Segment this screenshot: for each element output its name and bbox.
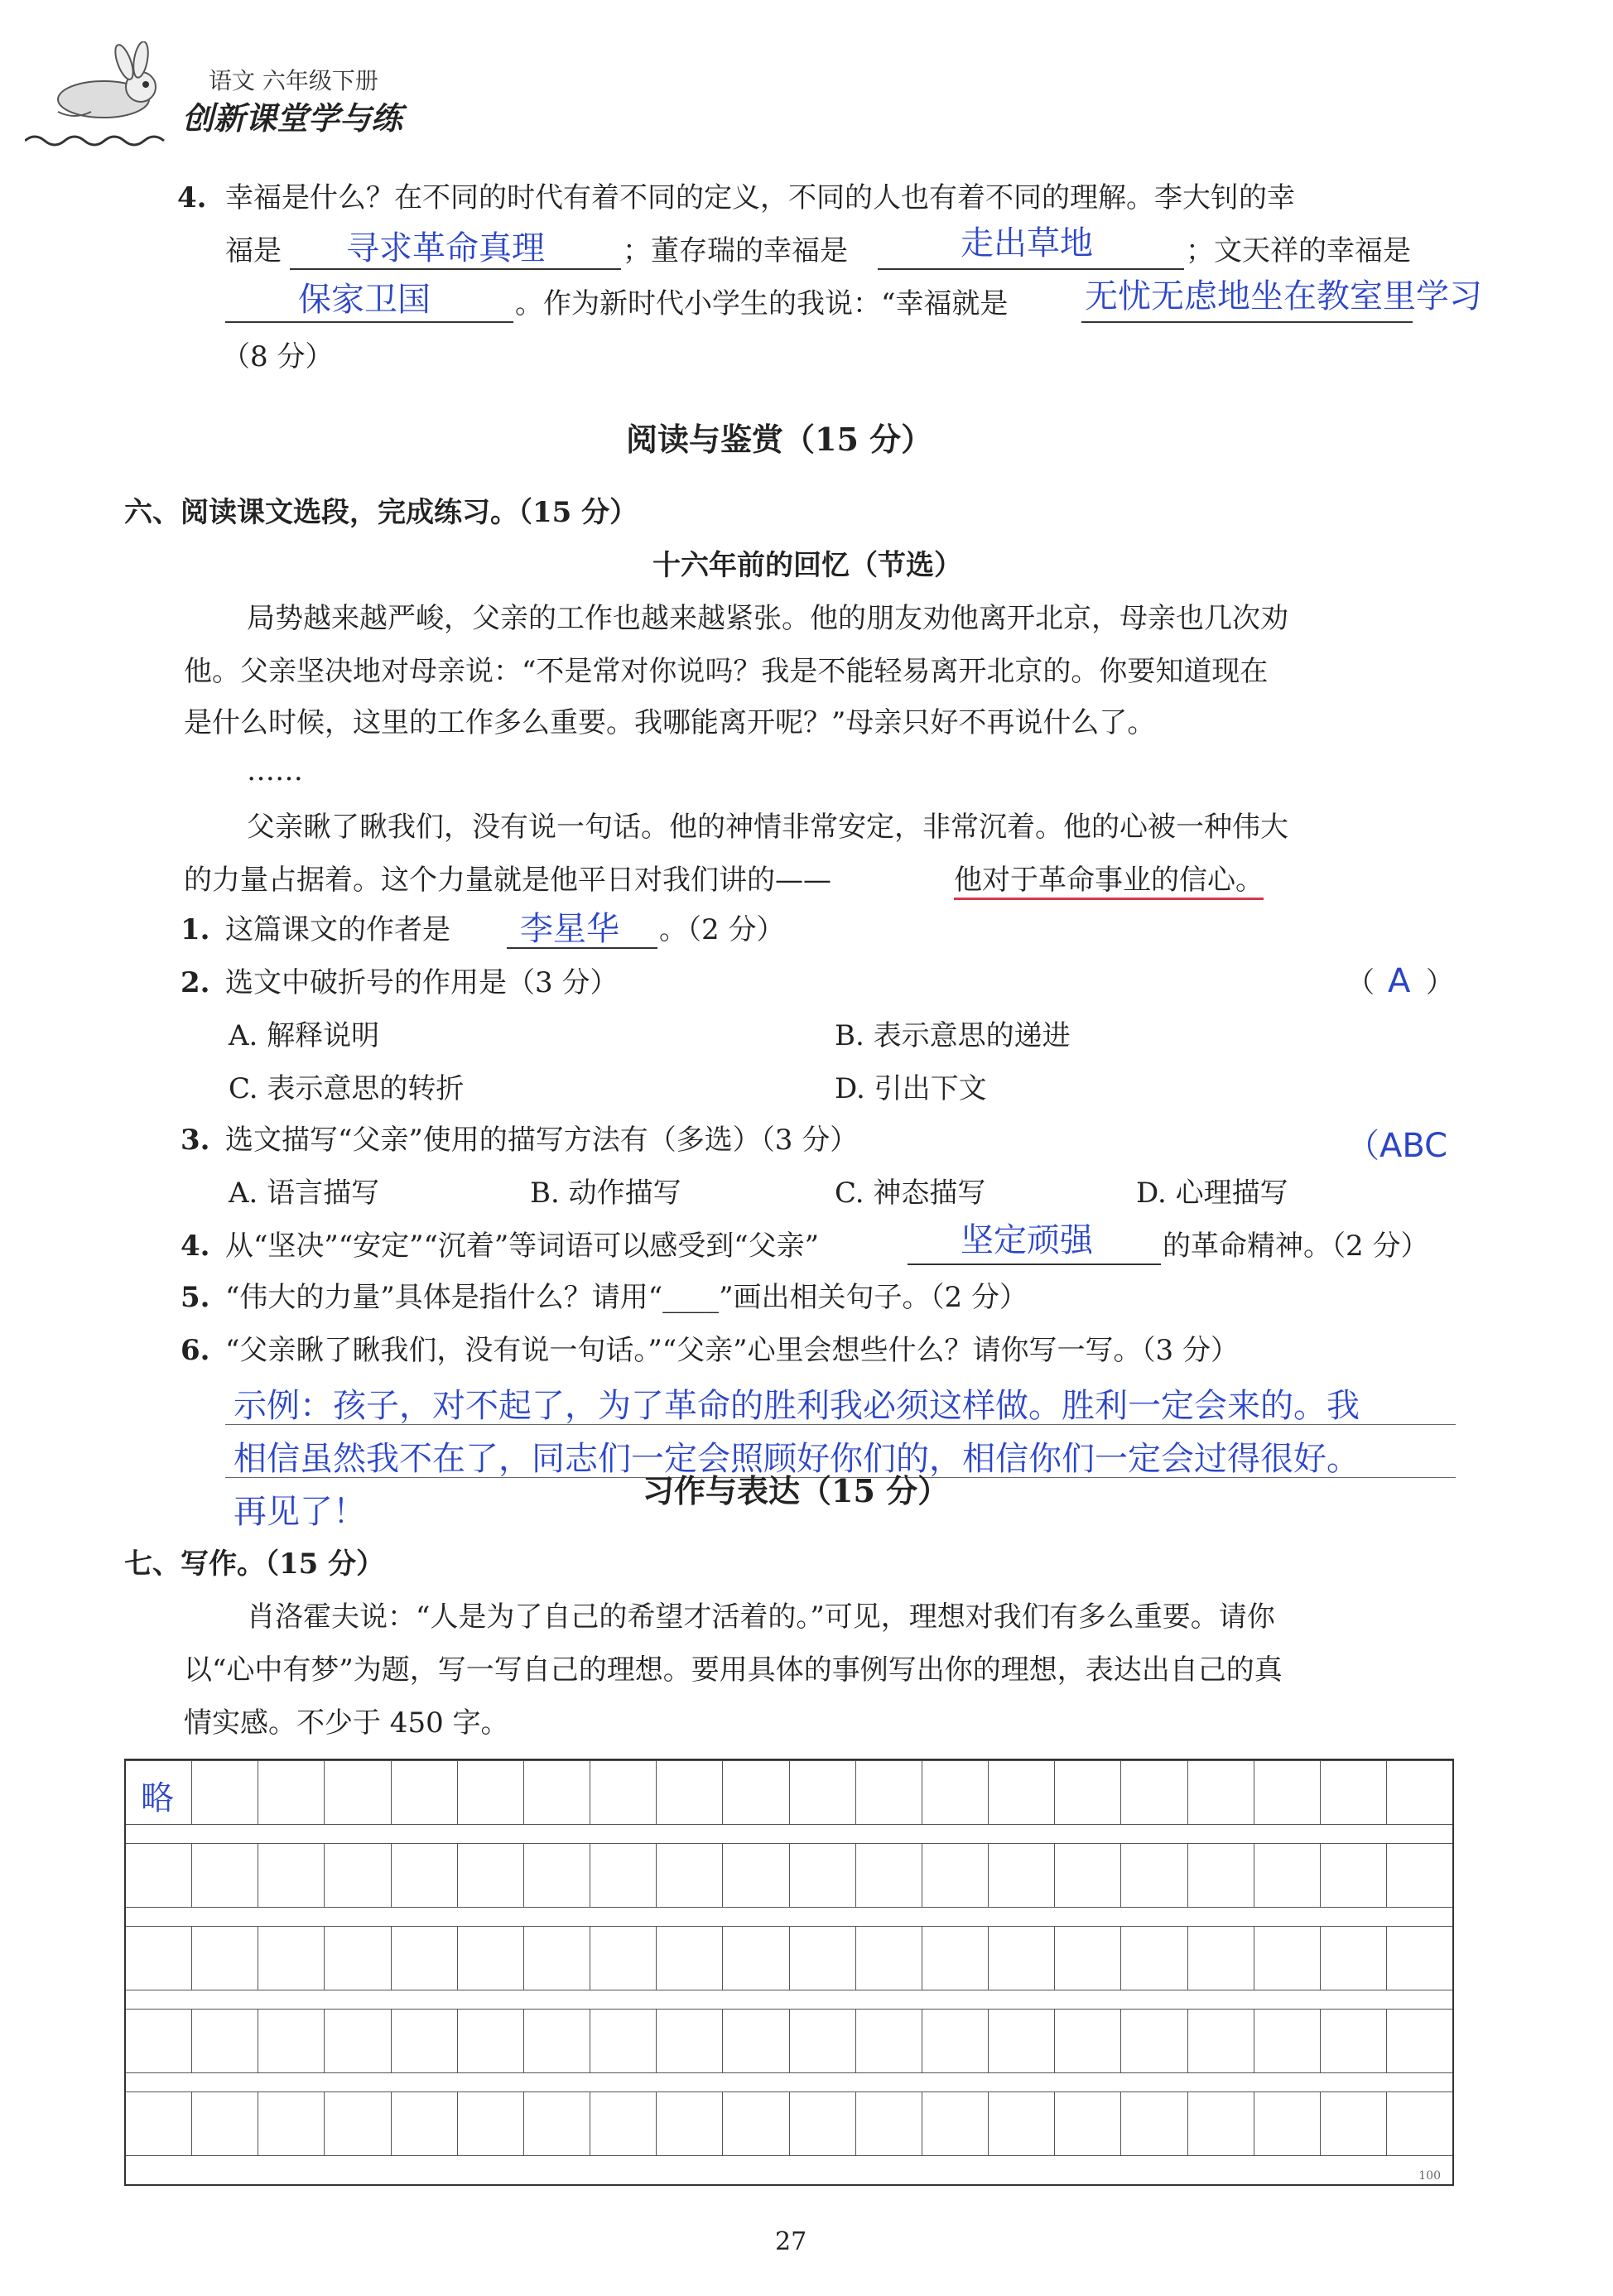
q4-top-answer4: 无忧无虑地坐在教室里学习 [1085, 277, 1482, 315]
grid-cell[interactable] [1387, 1926, 1452, 1990]
grid-cell[interactable] [723, 1926, 789, 1990]
grid-cell[interactable] [590, 1926, 657, 1990]
grid-cell[interactable] [922, 1760, 989, 1825]
q4-top-answer1: 寻求革命真理 [346, 229, 545, 267]
grid-cell[interactable] [1321, 1843, 1387, 1908]
grid-cell[interactable] [1321, 2091, 1387, 2156]
passage-p1-line2: 他。父亲坚决地对母亲说：“不是常对你说吗？我是不能轻易离开北京的。你要知道现在 [184, 655, 1269, 688]
grid-cell[interactable] [458, 2091, 524, 2156]
p6-q1-text-a: 这篇课文的作者是 [225, 913, 450, 946]
grid-cell[interactable] [1387, 2009, 1452, 2073]
grid-cell[interactable] [392, 1926, 458, 1990]
part7-line2: 以“心中有梦”为题，写一写自己的理想。要用具体的事例写出你的理想，表达出自己的真 [184, 1653, 1283, 1687]
grid-cell[interactable] [1121, 2009, 1187, 2073]
grid-cell[interactable] [126, 2091, 192, 2156]
part7-line3: 情实感。不少于 450 字。 [184, 1706, 509, 1740]
grid-cell[interactable] [723, 2009, 789, 2073]
grid-cell[interactable] [258, 1760, 325, 1825]
grid-cell[interactable] [723, 1760, 789, 1825]
grid-cell[interactable] [922, 2009, 989, 2073]
grid-cell[interactable] [458, 1760, 524, 1825]
grid-row [126, 1843, 1452, 1908]
p6-q2-option-b: B. 表示意思的递进 [835, 1019, 1071, 1052]
grid-cell[interactable] [192, 1760, 258, 1825]
grid-cell[interactable] [922, 1926, 989, 1990]
grid-cell[interactable] [989, 1760, 1055, 1825]
grid-cell[interactable] [1188, 2009, 1254, 2073]
grid-cell[interactable] [1254, 1843, 1321, 1908]
part7-heading: 七、写作。（15 分） [124, 1548, 385, 1581]
grid-cell[interactable] [392, 1843, 458, 1908]
grid-cell[interactable] [524, 1843, 590, 1908]
grid-cell[interactable] [458, 2009, 524, 2073]
p6-q2-text: 选文中破折号的作用是（3 分） [225, 966, 619, 999]
grid-cell[interactable] [590, 1760, 657, 1825]
q4-top-line2-a: 福是 [225, 234, 282, 267]
grid-row [126, 1926, 1452, 1990]
grid-cell[interactable] [1188, 1760, 1254, 1825]
grid-cell[interactable] [126, 2009, 192, 2073]
p6-q1-number: 1. [181, 913, 210, 946]
grid-cell[interactable] [325, 1760, 391, 1825]
grid-cell[interactable] [922, 2091, 989, 2156]
header-logo [25, 41, 182, 166]
grid-cell[interactable] [1254, 1760, 1321, 1825]
q4-top-answer2: 走出草地 [961, 224, 1093, 262]
grid-cell[interactable] [723, 1843, 789, 1908]
grid-cell[interactable] [1121, 1843, 1187, 1908]
grid-cell[interactable] [392, 2091, 458, 2156]
grid-cell[interactable] [1387, 1843, 1452, 1908]
p6-q4-text-b: 的革命精神。（2 分） [1163, 1230, 1429, 1263]
grid-cell[interactable] [790, 1760, 856, 1825]
header-subject: 语文 六年级下册 [209, 67, 378, 94]
grid-cell[interactable] [723, 2091, 789, 2156]
passage-ellipsis: …… [247, 754, 303, 787]
q4-top-line1: 幸福是什么？在不同的时代有着不同的定义，不同的人也有着不同的理解。李大钊的幸 [225, 181, 1295, 214]
p6-q3-option-b: B. 动作描写 [530, 1177, 681, 1210]
grid-cell[interactable] [856, 1760, 922, 1825]
grid-cell[interactable] [192, 2091, 258, 2156]
grid-cell[interactable] [126, 1843, 192, 1908]
grid-cell[interactable] [1254, 1926, 1321, 1990]
grid-answer: 略 [141, 1779, 174, 1817]
part7-line1: 肖洛霍夫说：“人是为了自己的希望才活着的。”可见，理想对我们有多么重要。请你 [247, 1600, 1275, 1634]
grid-cell[interactable] [989, 2091, 1055, 2156]
grid-cell[interactable] [1121, 2091, 1187, 2156]
grid-cell[interactable] [790, 1926, 856, 1990]
grid-cell[interactable] [590, 1843, 657, 1908]
p6-q6-text: “父亲瞅了瞅我们，没有说一句话。”“父亲”心里会想些什么？请你写一写。（3 分） [225, 1334, 1239, 1367]
p6-q1-answer: 李星华 [520, 910, 619, 948]
grid-row [126, 1760, 1452, 1825]
grid-row [126, 2009, 1452, 2073]
grid-cell[interactable] [856, 2009, 922, 2073]
grid-cell[interactable] [1055, 1760, 1121, 1825]
grid-cell[interactable] [392, 1760, 458, 1825]
grid-cell[interactable] [192, 2009, 258, 2073]
grid-cell[interactable] [989, 1843, 1055, 1908]
grid-cell[interactable] [258, 2091, 325, 2156]
grid-cell[interactable] [1321, 2009, 1387, 2073]
grid-cell[interactable] [325, 2091, 391, 2156]
p6-q5-number: 5. [181, 1281, 210, 1314]
p6-q2-option-a: A. 解释说明 [229, 1019, 380, 1052]
grid-cell[interactable] [1055, 2091, 1121, 2156]
page-number: 27 [775, 2227, 807, 2256]
rabbit-logo-icon [25, 41, 182, 166]
p6-q2-answer: A [1388, 962, 1411, 1000]
grid-cell[interactable] [325, 2009, 391, 2073]
q4-top-score: （8 分） [222, 340, 334, 373]
p6-q4-answer: 坚定顽强 [961, 1221, 1093, 1259]
grid-cell[interactable] [657, 1926, 723, 1990]
grid-cell[interactable] [258, 2009, 325, 2073]
grid-cell[interactable] [392, 2009, 458, 2073]
p6-q3-text: 选文描写“父亲”使用的描写方法有（多选）（3 分） [225, 1124, 859, 1157]
p6-q3-option-a: A. 语言描写 [229, 1177, 380, 1210]
grid-cell[interactable] [657, 2009, 723, 2073]
passage-underlined-sentence: 他对于革命事业的信心。 [954, 863, 1264, 900]
grid-cell[interactable] [192, 1926, 258, 1990]
grid-count-label: 100 [1418, 2169, 1441, 2183]
p6-q2-number: 2. [181, 966, 210, 999]
grid-cell[interactable] [1254, 2009, 1321, 2073]
grid-cell[interactable] [325, 1843, 391, 1908]
grid-cell[interactable] [1188, 1843, 1254, 1908]
grid-cell[interactable] [1321, 1926, 1387, 1990]
part6-heading: 六、阅读课文选段，完成练习。（15 分） [124, 496, 638, 529]
grid-cell[interactable] [258, 1843, 325, 1908]
grid-cell[interactable] [1254, 2091, 1321, 2156]
grid-cell[interactable] [856, 1926, 922, 1990]
grid-cell[interactable] [790, 2009, 856, 2073]
grid-row [126, 2091, 1452, 2156]
p6-q4-number: 4. [181, 1230, 210, 1263]
grid-cell[interactable] [1188, 2091, 1254, 2156]
grid-cell[interactable] [1121, 1760, 1187, 1825]
grid-cell[interactable] [790, 2091, 856, 2156]
grid-cell[interactable] [657, 2091, 723, 2156]
grid-cell[interactable] [524, 2009, 590, 2073]
p6-q3-option-c: C. 神态描写 [835, 1177, 986, 1210]
p6-q2-paren-right: ） [1426, 966, 1454, 999]
grid-cell[interactable] [325, 1926, 391, 1990]
passage-p1-line3: 是什么时候，这里的工作多么重要。我哪能离开呢？”母亲只好不再说什么了。 [184, 706, 1156, 739]
grid-cell[interactable] [922, 1843, 989, 1908]
section-reading-title: 阅读与鉴赏（15 分） [626, 421, 933, 458]
section-writing-title: 习作与表达（15 分） [643, 1472, 950, 1509]
grid-cell[interactable] [657, 1760, 723, 1825]
grid-cell[interactable] [790, 1843, 856, 1908]
grid-cell[interactable] [524, 1760, 590, 1825]
grid-cell[interactable] [590, 2091, 657, 2156]
q4-top-line2-b: ；董存瑞的幸福是 [623, 234, 848, 267]
p6-q4-text-a: 从“坚决”“安定”“沉着”等词语可以感受到“父亲” [225, 1230, 820, 1263]
p6-q2-option-c: C. 表示意思的转折 [229, 1072, 465, 1105]
grid-cell[interactable] [1121, 1926, 1187, 1990]
p6-q6-number: 6. [181, 1334, 210, 1367]
p6-q2-paren-left: （ [1346, 966, 1375, 999]
grid-cell[interactable] [524, 1926, 590, 1990]
grid-cell[interactable] [1387, 2091, 1452, 2156]
q4-top-line2-c: ；文天祥的幸福是 [1186, 234, 1411, 267]
p6-q6-answer-line3: 再见了！ [234, 1493, 366, 1531]
grid-cell[interactable] [192, 1843, 258, 1908]
q4-top-answer3: 保家卫国 [298, 281, 431, 319]
grid-cell[interactable] [524, 2091, 590, 2156]
passage-p2-line2-a: 的力量占据着。这个力量就是他平日对我们讲的—— [184, 864, 831, 897]
passage-p1-line1: 局势越来越严峻，父亲的工作也越来越紧张。他的朋友劝他离开北京，母亲也几次劝 [247, 602, 1288, 635]
grid-cell[interactable] [458, 1843, 524, 1908]
header-series-title: 创新课堂学与练 [182, 100, 403, 137]
p6-q3-answer: （ABC [1346, 1127, 1448, 1165]
p6-q2-option-d: D. 引出下文 [835, 1072, 987, 1105]
grid-cell[interactable] [1055, 1926, 1121, 1990]
grid-cell[interactable] [856, 1843, 922, 1908]
q4-top-line3-b: 。作为新时代小学生的我说：“幸福就是 [515, 287, 1009, 320]
grid-cell[interactable] [458, 1926, 524, 1990]
passage-p2-line1: 父亲瞅了瞅我们，没有说一句话。他的神情非常安定，非常沉着。他的心被一种伟大 [247, 811, 1288, 844]
q4-top-number: 4. [177, 181, 207, 214]
p6-q6-answer-line1: 示例：孩子，对不起了，为了革命的胜利我必须这样做。胜利一定会来的。我 [234, 1387, 1360, 1425]
p6-q1-text-b: 。（2 分） [659, 913, 785, 946]
grid-cell[interactable] [1387, 1760, 1452, 1825]
grid-cell[interactable] [126, 1926, 192, 1990]
p6-q5-text: “伟大的力量”具体是指什么？请用“____”画出相关句子。（2 分） [225, 1281, 1028, 1314]
grid-cell[interactable] [1055, 2009, 1121, 2073]
p6-q3-number: 3. [181, 1124, 210, 1157]
grid-cell[interactable] [989, 2009, 1055, 2073]
grid-cell[interactable] [258, 1926, 325, 1990]
grid-cell[interactable] [590, 2009, 657, 2073]
grid-cell[interactable] [989, 1926, 1055, 1990]
grid-cell[interactable] [1188, 1926, 1254, 1990]
grid-cell[interactable] [657, 1843, 723, 1908]
grid-cell[interactable] [856, 2091, 922, 2156]
grid-cell[interactable] [1055, 1843, 1121, 1908]
writing-grid[interactable] [124, 1759, 1454, 2186]
p6-q3-option-d: D. 心理描写 [1136, 1177, 1288, 1210]
grid-cell[interactable] [1321, 1760, 1387, 1825]
passage-title: 十六年前的回忆（节选） [652, 549, 962, 582]
p6-q6-answer-line2: 相信虽然我不在了，同志们一定会照顾好你们的，相信你们一定会过得很好。 [234, 1440, 1360, 1478]
